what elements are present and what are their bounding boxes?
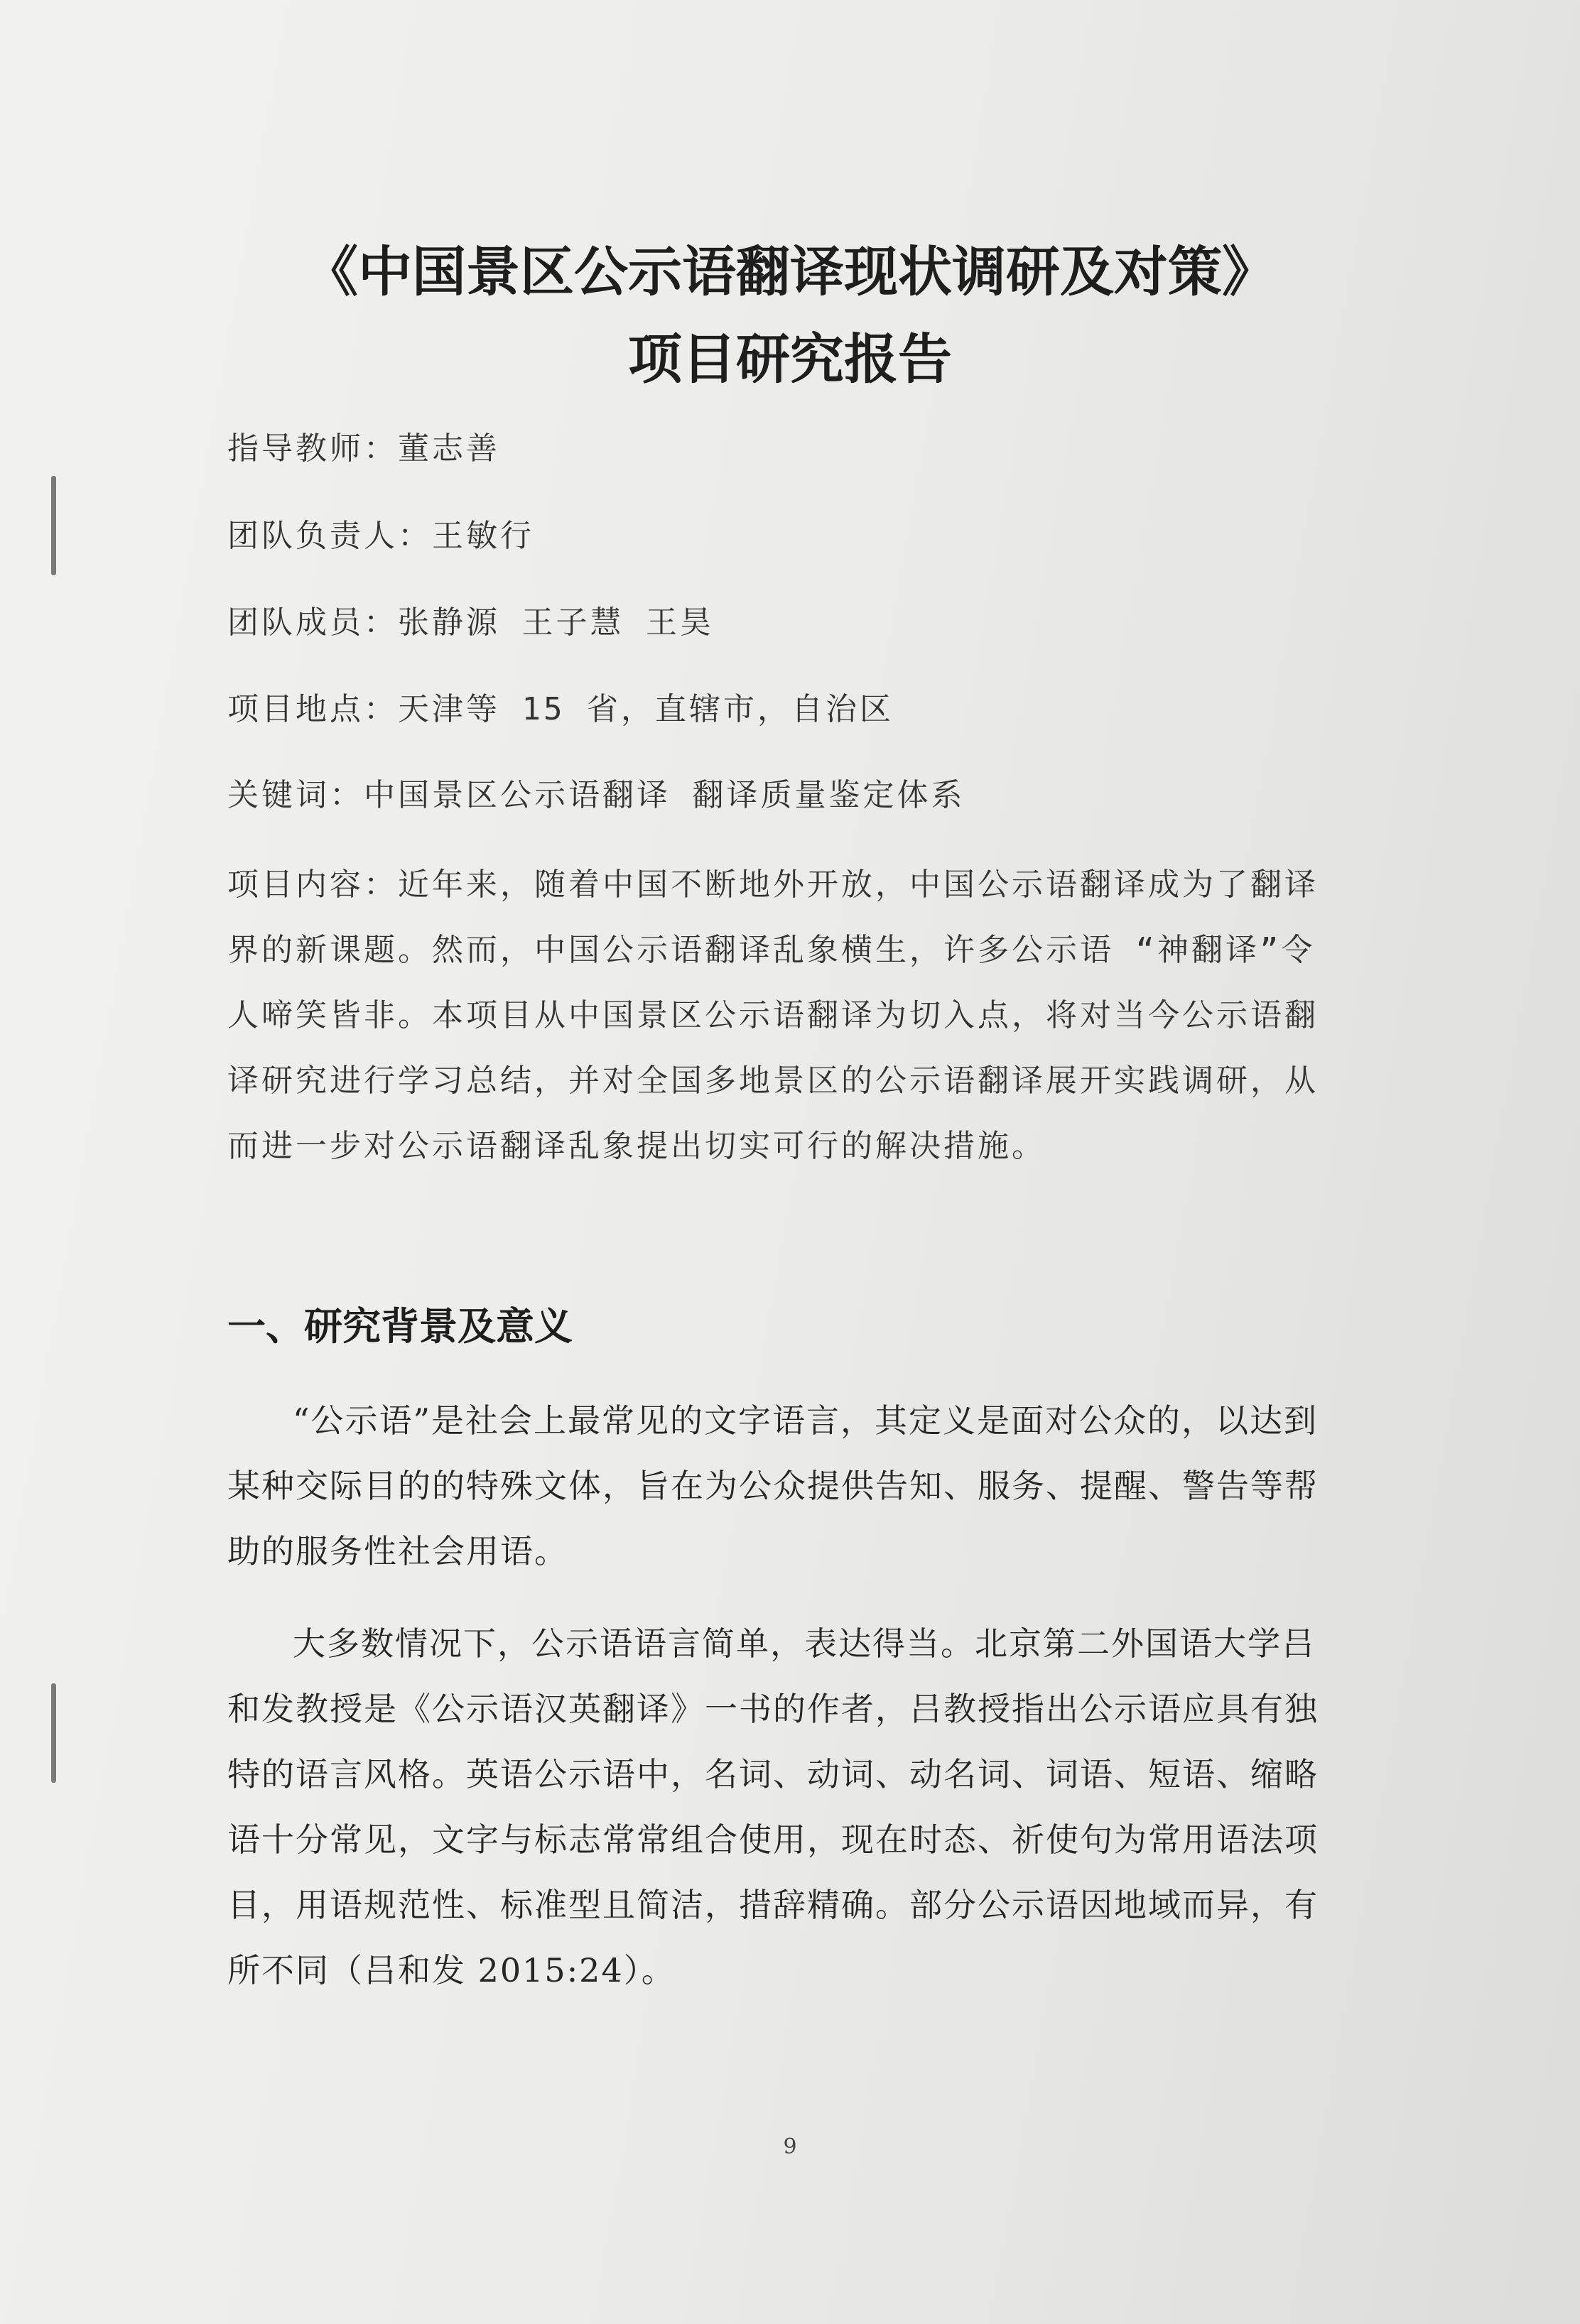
- page-number: 9: [783, 2134, 797, 2159]
- document-title: 《中国景区公示语翻译现状调研及对策》: [304, 240, 1276, 303]
- binder-hole-top: [51, 476, 56, 575]
- body-paragraph-1: “公示语”是社会上最常见的文字语言，其定义是面对公众的，以达到某种交际目的的特殊文体，旨在为公众提供告知、服务、提醒、警告等帮助的服务性社会用语。: [227, 1401, 1319, 1570]
- body-paragraph-2: 大多数情况下，公示语语言简单，表达得当。北京第二外国语大学吕和发教授是《公示语汉英翻译》一书的作者，吕教授指出公示语应具有独特的语言风格。英语公示语中，名词、动词、动名词、词语、短语、缩略语十分常见，文字与标志常常组合使用，现在时态、祈使句为常用语法项目，用语规范性、标准型且简洁，措辞精确。部分公示语因地域而异，有所不同（吕和发 2015:24）。: [227, 1624, 1319, 1989]
- section-heading: 一、研究背景及意义: [227, 1304, 573, 1349]
- keywords-line: 关键词：中国景区公示语翻译 翻译质量鉴定体系: [227, 777, 965, 813]
- project-content: 项目内容：近年来，随着中国不断地外开放，中国公示语翻译成为了翻译界的新课题。然而，中国公示语翻译乱象横生，许多公示语 “神翻译”令人啼笑皆非。本项目从中国景区公示语翻译为切入点，将对当今公示语翻译研究进行学习总结，并对全国多地景区的公示语翻译展开实践调研，从而进一步对公示语翻译乱象提出切实可行的解决措施。: [227, 867, 1319, 1164]
- team-members-line: 团队成员：张静源 王子慧 王昊: [227, 604, 714, 641]
- advisor-line: 指导教师：董志善: [227, 430, 500, 467]
- location-line: 项目地点：天津等 15 省，直辖市，自治区: [227, 691, 894, 727]
- binder-hole-bottom: [51, 1683, 56, 1783]
- document-subtitle: 项目研究报告: [628, 327, 952, 391]
- team-leader-line: 团队负责人：王敏行: [227, 518, 534, 554]
